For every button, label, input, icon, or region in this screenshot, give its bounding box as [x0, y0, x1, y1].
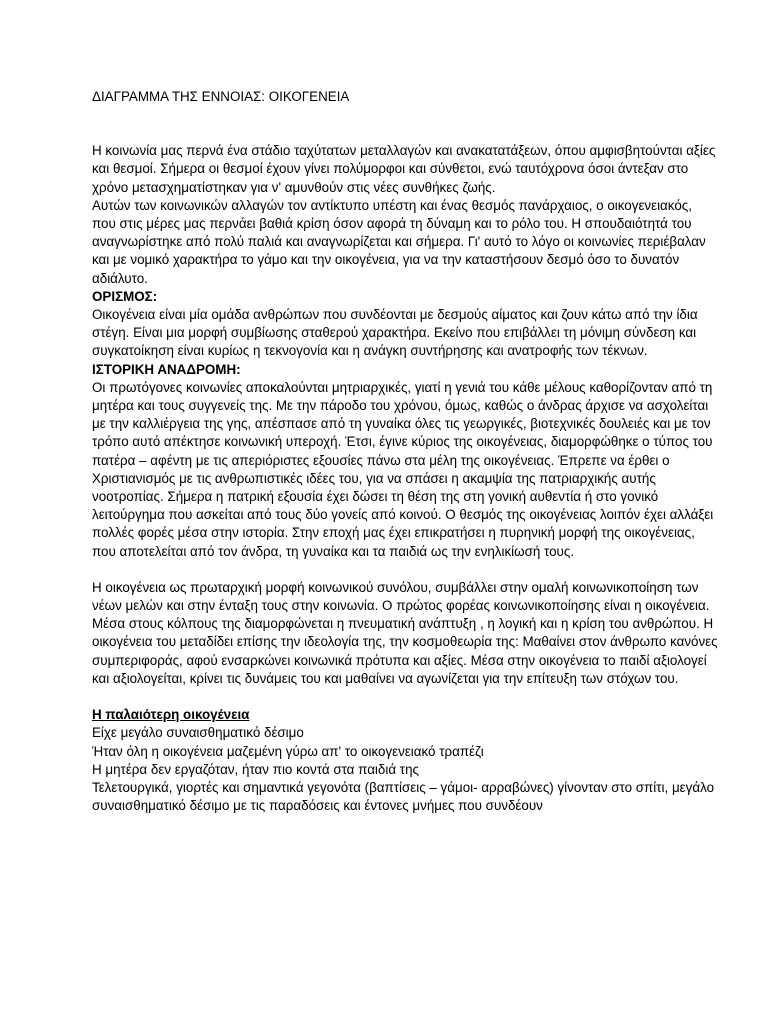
- older-family-heading: Η παλαιότερη οικογένεια: [92, 707, 250, 723]
- intro-paragraph-2: Αυτών των κοινωνικών αλλαγών τον αντίκτυπο υπέστη και ένας θεσμός πανάρχαιος, ο οικογενειακός, που στις μέρες μας περνάει βαθιά κρίση όσον αφορά τη δύναμη και το ρόλο του. Η σπουδαιότητά του αναγνωρίστηκε από πολύ παλιά και αναγνωρίζεται και σήμερα. Γι' αυτό το λόγο οι κοινωνίες περιέβαλαν και με νομικό χαρακτήρα το γάμο και την οικογένεια, για να την καταστήσουν δεσμό όσο το δυνατόν αδιάλυτο.: [92, 197, 706, 286]
- intro-paragraph-1: Η κοινωνία μας περνά ένα στάδιο ταχύτατων μεταλλαγών και ανακατατάξεων, όπου αμφισβητούνται αξίες και θεσμοί. Σήμερα οι θεσμοί έχουν γίνει πολύμορφοι και σύνθετοι, ενώ ταυτόχρονα όσοι άντεξαν στο χρόνο μετασχηματίστηκαν για ν' αμυνθούν στις νέες συνθήκες ζωής.: [92, 143, 716, 195]
- history-paragraph: Οι πρωτόγονες κοινωνίες αποκαλούνται μητριαρχικές, γιατί η γενιά του κάθε μέλους καθορίζονταν από τη μητέρα και τους συγγενείς της. Με την πάροδο του χρόνου, όμως, καθώς ο άνδρας άρχισε να ασχολείται με την καλλιέργεια της γης, απέσπασε από τη γυναίκα όλες τις γεωργικές, βιοτεχνικές δουλειές και με τον τρόπο αυτό απέκτησε κοινωνική υπεροχή. Έτσι, έγινε κύριος της οικογένειας, διαμορφώθηκε ο τύπος του πατέρα – αφέντη με τις απεριόριστες εξουσίες πάνω στα μέλη της οικογένειας. Έπρεπε να έρθει ο Χριστιανισμός με τις ανθρωπιστικές ιδέες του, για να σπάσει η ακαμψία της πατριαρχικής αυτής νοοτροπίας. Σήμερα η πατρική εξουσία έχει δώσει τη θέση της στη γονική αυθεντία ή στο γονικό λειτούργημα που ασκείται από τους δύο γονείς από κοινού. Ο θεσμός της οικογένειας λοιπόν έχει αλλάξει πολλές φορές μέσα στην ιστορία. Στην εποχή μας έχει επικρατήσει η πυρηνική μορφή της οικογένειας, που αποτελείται από τον άνδρα, τη γυναίκα και τα παιδιά ως την ενηλικίωσή τους.: [92, 379, 714, 559]
- older-family-line: Είχε μεγάλο συναισθηματικό δέσιμο: [92, 725, 304, 741]
- spacer: [92, 106, 718, 142]
- definition-heading: ΟΡΙΣΜΟΣ:: [92, 288, 158, 304]
- older-family-line: Ήταν όλη η οικογένεια μαζεμένη γύρω απ' το οικογενειακό τραπέζι: [92, 743, 484, 759]
- older-family-line: Η μητέρα δεν εργαζόταν, ήταν πιο κοντά στα παιδιά της: [92, 761, 419, 777]
- document-title: ΔΙΑΓΡΑΜΜΑ ΤΗΣ ΕΝΝΟΙΑΣ: ΟΙΚΟΓΕΝΕΙΑ: [92, 89, 350, 104]
- definition-paragraph: Οικογένεια είναι μία ομάδα ανθρώπων που συνδέονται με δεσμούς αίματος και ζουν κάτω από την ίδια στέγη. Είναι μια μορφή συμβίωσης σταθερού χαρακτήρα. Εκείνο που επιβάλλει τη μόνιμη σύνδεση και συγκατοίκηση είναι κυρίως η τεκνογονία και η ανάγκη συντήρησης και ανατροφής των τέκνων.: [92, 307, 698, 359]
- history-heading: ΙΣΤΟΡΙΚΗ ΑΝΑΔΡΟΜΗ:: [92, 361, 241, 377]
- spacer: [92, 688, 718, 706]
- socialization-paragraph: Η οικογένεια ως πρωταρχική μορφή κοινωνικού συνόλου, συμβάλλει στην ομαλή κοινωνικοποίηση των νέων μελών και στην ένταξη τους στην κοινωνία. Ο πρώτος φορέας κοινωνικοποίησης είναι η οικογένεια. Μέσα στους κόλπους της διαμορφώνεται η πνευματική ανάπτυξη , η λογική και η κρίση του ανθρώπου. Η οικογένεια του μεταδίδει επίσης την ιδεολογία της, την κοσμοθεωρία της: Μαθαίνει στον άνθρωπο κανόνες συμπεριφοράς, αφού ενσαρκώνει κοινωνικά πρότυπα και αξίες. Μέσα στην οικογένεια το παιδί αξιολογεί και αξιολογείται, κρίνει τις δυνάμεις του και μαθαίνει να αγωνίζεται για την επίτευξη των στόχων του.: [92, 579, 718, 686]
- older-family-line: Τελετουργικά, γιορτές και σημαντικά γεγονότα (βαπτίσεις – γάμοι- αρραβώνες) γίνονταν στο σπίτι, μεγάλο συναισθηματικό δέσιμο με τις παραδόσεις και έντονες μνήμες που συνδέουν: [92, 779, 715, 814]
- spacer: [92, 561, 718, 579]
